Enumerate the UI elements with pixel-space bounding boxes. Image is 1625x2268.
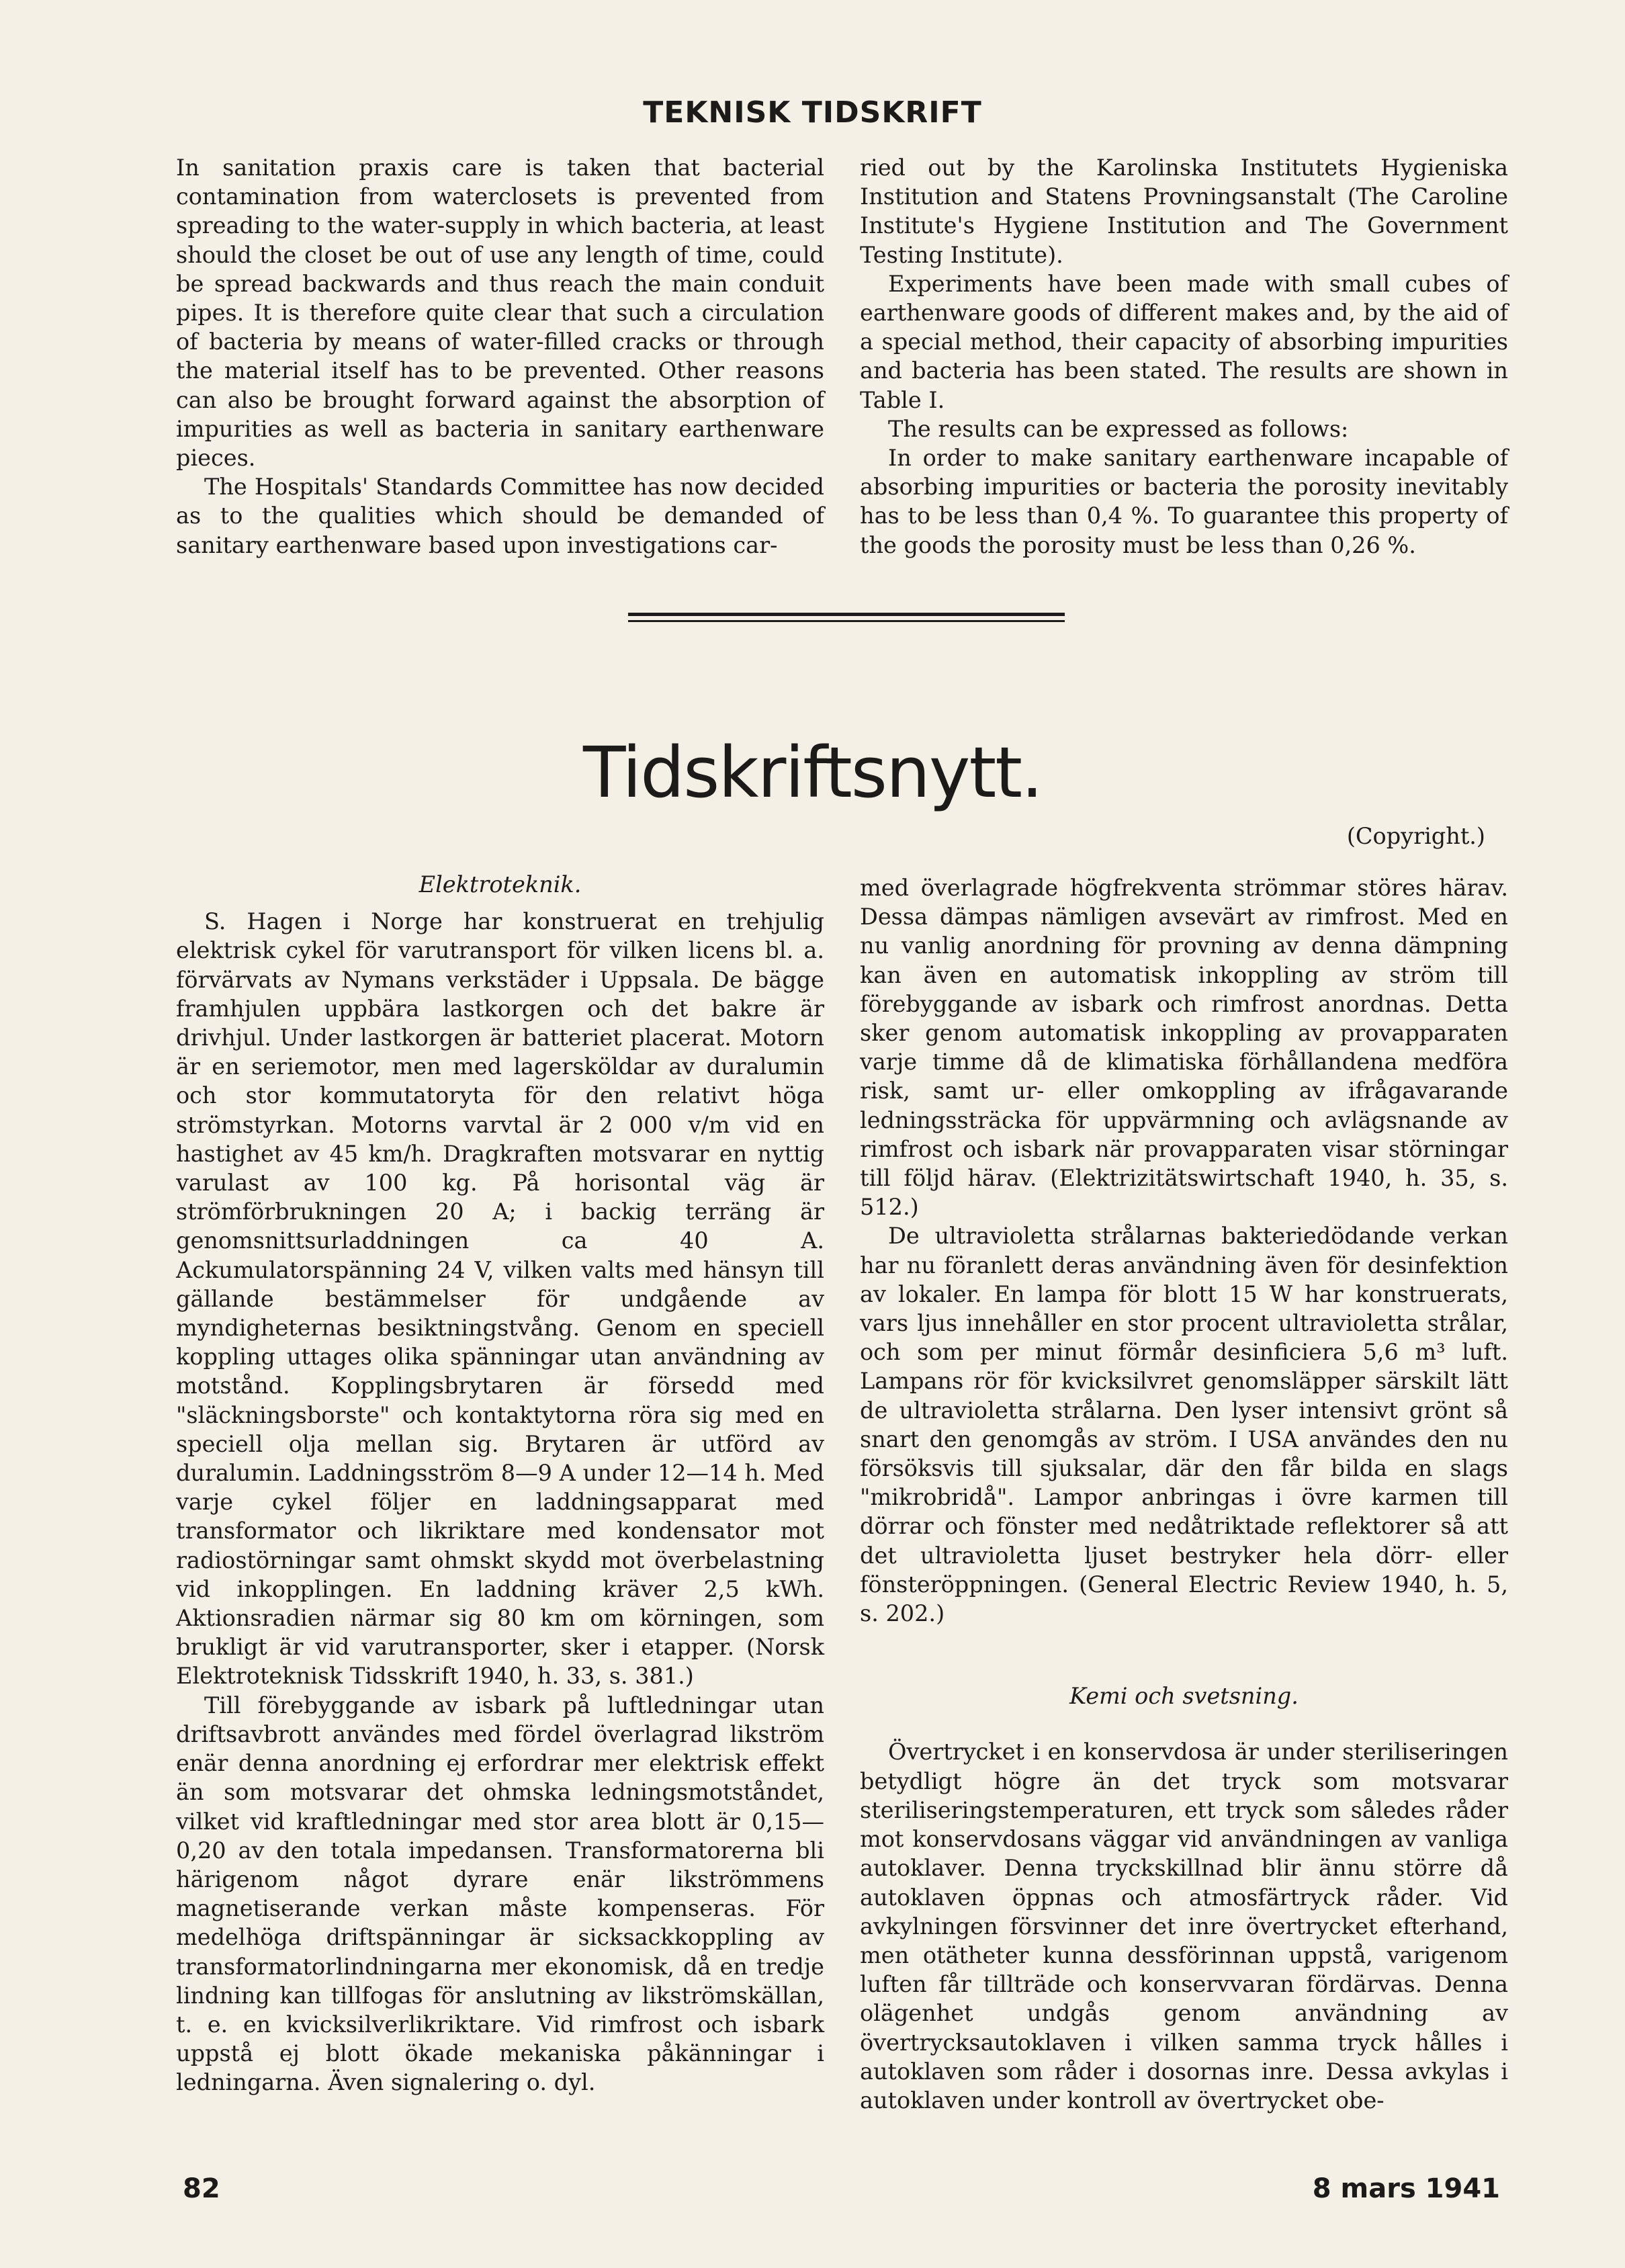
section-title: Tidskriftsnytt. xyxy=(582,732,1043,814)
english-paragraph: In order to make sanitary earthenware incapable of absorbing impurities or bacteria the porosity inevitably has to be less than 0,4 %. To guarantee this property of the goods the porosity must be less than 0,26 %. xyxy=(860,445,1508,558)
running-head: TEKNISK TIDSKRIFT xyxy=(643,95,982,130)
news-right-column xyxy=(860,873,1508,2115)
copyright-note: (Copyright.) xyxy=(1346,823,1485,849)
english-paragraph: The Hospitals' Standards Committee has now decided as to the qualities which should be demanded of sanitary earthenware based upon investigations car- xyxy=(176,474,824,558)
issue-date: 8 mars 1941 xyxy=(1312,2173,1500,2204)
section-heading-kemi: Kemi och svetsning. xyxy=(1069,1683,1299,1710)
section-heading-elektroteknik: Elektroteknik. xyxy=(419,871,582,898)
article-paragraph: med överlagrade högfrekventa strömmar störes härav. Dessa dämpas nämligen avsevärt av rimfrost. Med en nu vanlig anordning för provning av denna dämpning kan även en automatisk inkoppling av ström till förebyggande av isbark och rimfrost anordnas. Detta sker genom automatisk inkoppling av provapparaten varje timme då de klimatiska förhållandena medföra risk, samt ur- eller omkoppling av ifrågavarande ledningssträcka för uppvärmning och avlägsnande av rimfrost och isbark när provapparaten visar störningar till följd härav. (Elektrizitätswirtschaft 1940, h. 35, s. 512.) xyxy=(860,875,1508,1221)
english-paragraph: The results can be expressed as follows: xyxy=(888,415,1349,442)
english-summary-right-column xyxy=(860,153,1508,560)
english-paragraph: In sanitation praxis care is taken that bacterial contamination from waterclosets is prevented from spreading to the water-supply in which bacteria, at least should the closet be out of use any length of time, could be spread backwards and thus reach the main conduit pipes. It is therefore quite clear that such a circulation of bacteria by means of water-filled cracks or through the material itself has to be prevented. Other reasons can also be brought forward against the absorption of impurities as well as bacteria in sanitary earthenware pieces. xyxy=(176,155,824,472)
english-paragraph: ried out by the Karolinska Institutets Hygieniska Institution and Statens Provningsanstalt (The Caroline Institute's Hygiene Institution and The Government Testing Institute). xyxy=(860,155,1508,268)
english-summary-left-column xyxy=(176,153,824,560)
article-paragraph: Övertrycket i en konservdosa är under steriliseringen betydligt högre än det tryck som motsvarar steriliseringstemperaturen, ett tryck som således råder mot konservdosans väggar vid användningen av vanliga autoklaver. Denna tryckskillnad blir ännu större då autoklaven öppnas och atmosfärtryck råder. Vid avkylningen försvinner det inre övertrycket efterhand, men otätheter kunna dessförinnan uppstå, varigenom luften får tillträde och konservvaran fördärvas. Denna olägenhet undgås genom användning av övertrycksautoklaven i vilken samma tryck hålles i autoklaven som råder i dosornas inre. Dessa avkylas i autoklaven under kontroll av övertrycket obe- xyxy=(860,1739,1508,2113)
article-paragraph: Till förebyggande av isbark på luftledningar utan driftsavbrott användes med fördel överlagrad likström enär denna anordning ej erfordrar mer elektrisk effekt än som motsvarar det ohmska ledningsmotståndet, vilket vid kraftledningar med stor area blott är 0,15—0,20 av den totala impedansen. Transformatorerna bli härigenom något dyrare enär likströmmens magnetiserande verkan måste kompenseras. För medelhöga driftspänningar är sicksackkoppling av transformatorlindningarna mer ekonomisk, då en tredje lindning kan tillfogas för anslutning av likströmskällan, t. e. en kvicksilverlikriktare. Vid rimfrost och isbark uppstå ej blott ökade mekaniska påkänningar i ledningarna. Även signalering o. dyl. xyxy=(176,1692,824,2096)
article-paragraph: De ultravioletta strålarnas bakteriedödande verkan har nu föranlett deras användning även för desinfektion av lokaler. En lampa för blott 15 W har konstruerats, vars ljus innehåller en stor procent ultravioletta strålar, och som per minut förmår desinficiera 5,6 m³ luft. Lampans rör för kvicksilvret genomsläpper särskilt lätt de ultravioletta strålarna. Den lyser intensivt grönt så snart den genomgås av ström. I USA användes den nu försöksvis till sjuksalar, där den får bilda en slags "mikrobridå". Lampor anbringas i övre karmen till dörrar och fönster med nedåtriktade reflektorer så att det ultravioletta ljuset bestryker hela dörr- eller fönsteröppningen. (General Electric Review 1940, h. 5, s. 202.) xyxy=(860,1223,1508,1627)
section-divider xyxy=(628,613,1065,622)
page-number: 82 xyxy=(183,2173,220,2204)
english-paragraph: Experiments have been made with small cubes of earthenware goods of different makes and, by the aid of a special method, their capacity of absorbing impurities and bacteria has been stated. The results are shown in Table I. xyxy=(860,270,1508,413)
article-paragraph: S. Hagen i Norge har konstruerat en trehjulig elektrisk cykel för varutransport för vilken licens bl. a. förvärvats av Nymans verkstäder i Uppsala. De bägge framhjulen uppbära lastkorgen och det bakre är drivhjul. Under lastkorgen är batteriet placerat. Motorn är en seriemotor, men med lagersköldar av duralumin och stor kommutatoryta för den relativt höga strömstyrkan. Motorns varvtal är 2 000 v/m vid en hastighet av 45 km/h. Dragkraften motsvarar en nyttig varulast av 100 kg. På horisontal väg är strömförbrukningen 20 A; i backig terräng är genomsnittsurladdningen ca 40 A. Ackumulatorspänning 24 V, vilken valts med hänsyn till gällande bestämmelser för undgående av myndigheternas besiktningstvång. Genom en speciell koppling uttages olika spänningar utan användning av motstånd. Kopplingsbrytaren är försedd med "släckningsborste" och kontaktytorna röra sig med en speciell olja mellan sig. Brytaren är utförd av duralumin. Laddningsström 8—9 A under 12—14 h. Med varje cykel följer en laddningsapparat med transformator och likriktare med kondensator mot radiostörningar samt ohmskt skydd mot överbelastning vid inkopplingen. En laddning kräver 2,5 kWh. Aktionsradien närmar sig 80 km om körningen, som brukligt är vid varutransporter, sker i etapper. (Norsk Elektroteknisk Tidsskrift 1940, h. 33, s. 381.) xyxy=(176,908,824,1690)
news-left-column xyxy=(176,870,824,2097)
